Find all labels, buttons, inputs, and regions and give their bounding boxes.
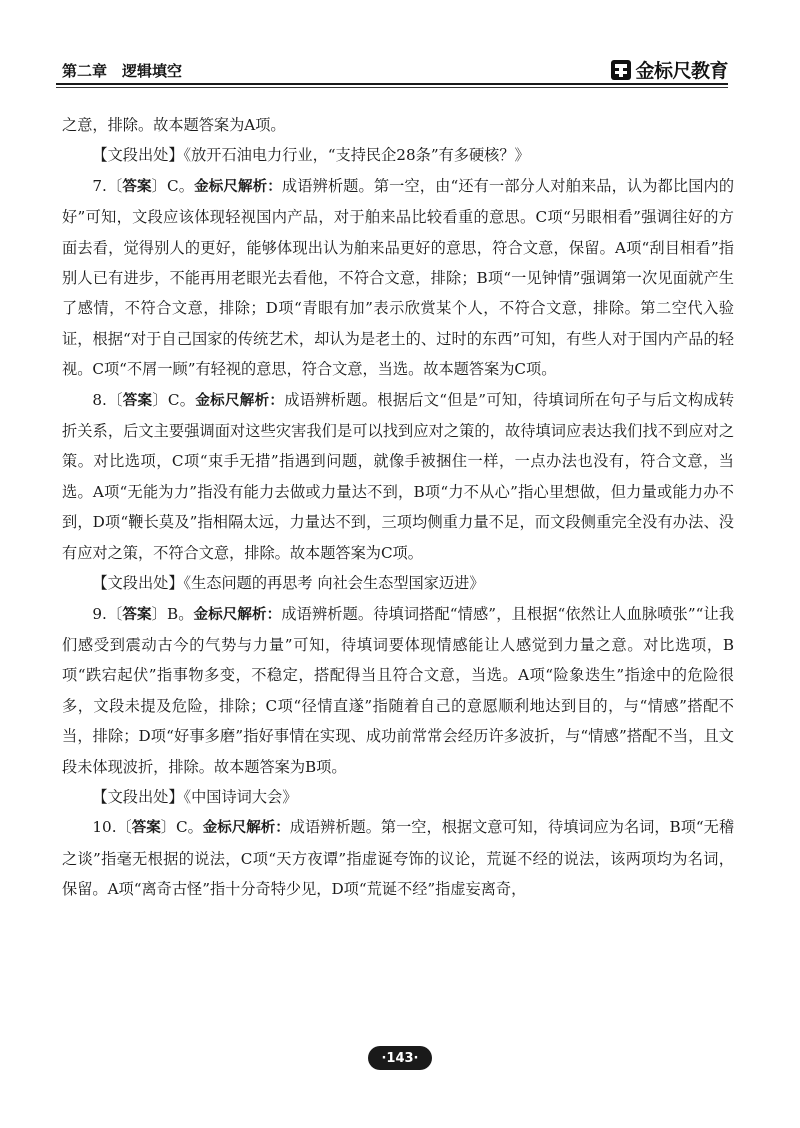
answer-choice: C。 bbox=[167, 390, 196, 409]
question-number: 7. bbox=[92, 176, 107, 195]
page-body bbox=[62, 110, 734, 905]
answer-explanation bbox=[62, 171, 734, 385]
logo-icon bbox=[610, 59, 632, 81]
bracket-open: 〔 bbox=[106, 390, 123, 409]
analysis-text: 成语辨析题。待填词搭配“情感”，且根据“依然让人血脉喷张”“让我们感受到震动古今的气势与力量”可知，待填词要体现情感能让人感觉到力量之意。对比选项，B项“跌宕起伏”指事物多变，不稳定，搭配得当且符合文意，当选。A项“险象迭生”指途中的危险很多，文段未提及危险，排除；C项“径情直遂”指随着自己的意愿顺利地达到目的，与“情感”搭配不当，排除；D项“好事多磨”指好事情在实现、成功前常常会经历许多波折，与“情感”搭配不当，且文段未体现波折，排除。故本题答案为B项。 bbox=[62, 604, 735, 776]
page-header bbox=[56, 50, 728, 88]
bracket-close: 〕 bbox=[152, 390, 168, 409]
bracket-close: 〕 bbox=[151, 604, 167, 623]
question-number: 9. bbox=[92, 604, 107, 623]
answer-choice: C。 bbox=[166, 176, 195, 195]
question-number: 8. bbox=[92, 390, 107, 409]
chapter-title: 第二章 逻辑填空 bbox=[62, 62, 183, 80]
publisher-logo bbox=[610, 56, 728, 83]
body-paragraph bbox=[62, 110, 734, 140]
source-label: 【文段出处】 bbox=[92, 574, 184, 593]
source-citation bbox=[62, 568, 734, 598]
question-number: 10. bbox=[92, 818, 117, 837]
logo-text: 金标尺教育 bbox=[635, 60, 728, 82]
source-title: 《放开石油电力行业，“支持民企28条”有多硬核？》 bbox=[183, 146, 530, 165]
analysis-text: 成语辨析题。第一空，由“还有一部分人对舶来品，认为都比国内的好”可知，文段应该体现轻视国内产品，对于舶来品比较看重的意思。C项“另眼相看”强调往好的方面去看，觉得别人的更好，能够体现出认为舶来品更好的意思，符合文意，保留。A项“刮目相看”指别人已有进步，不能再用老眼光去看他，不符合文意，排除；B项“一见钟情”强调第一次见面就产生了感情，不符合文意，排除；D项“青眼有加”表示欣赏某个人，不符合文意，排除。第二空代入验证，根据“对于自己国家的传统艺术，却认为是老土的、过时的东西”可知，有些人对于国内产品的轻视。C项“不屑一顾”有轻视的意思，符合文意，当选。故本题答案为C项。 bbox=[62, 176, 735, 379]
analysis-label: 金标尺解析： bbox=[195, 392, 285, 409]
answer-label: 答案 bbox=[122, 606, 152, 623]
analysis-text: 成语辨析题。根据后文“但是”可知，待填词所在句子与后文构成转折关系，后文主要强调面对这些灾害我们是可以找到应对之策的，故待填词应表达我们找不到应对之策。对比选项，C项“束手无措”指遇到问题，就像手被捆住一样，一点办法也没有，符合文意，当选。A项“无能为力”指没有能力去做或力量达不到，B项“力不从心”指心里想做，但力量或能力办不到，D项“鞭长莫及”指相隔太远，力量达不到，三项均侧重力量不足，而文段侧重完全没有办法、没有应对之策，不符合文意，排除。故本题答案为C项。 bbox=[62, 390, 735, 562]
answer-explanation bbox=[62, 599, 734, 782]
source-title: 《中国诗词大会》 bbox=[183, 787, 298, 806]
answer-explanation bbox=[62, 385, 734, 568]
source-title: 《生态问题的再思考 向社会生态型国家迈进》 bbox=[183, 574, 485, 593]
bracket-close: 〕 bbox=[151, 176, 167, 195]
answer-choice: C。 bbox=[175, 818, 203, 837]
answer-choice: B。 bbox=[166, 604, 194, 623]
answer-label: 答案 bbox=[122, 392, 153, 409]
analysis-label: 金标尺解析： bbox=[202, 820, 290, 837]
bracket-open: 〔 bbox=[106, 176, 123, 195]
answer-explanation bbox=[62, 812, 734, 904]
source-label: 【文段出处】 bbox=[92, 146, 184, 165]
bracket-close: 〕 bbox=[160, 818, 176, 837]
page-number: ·143· bbox=[368, 1046, 432, 1070]
header-rule bbox=[56, 83, 728, 85]
paragraph-text: 之意，排除。故本题答案为A项。 bbox=[62, 116, 286, 134]
analysis-text: 成语辨析题。第一空，根据文意可知，待填词应为名词，B项“无稽之谈”指毫无根据的说法，C项“天方夜谭”指虚诞夸饰的议论，荒诞不经的说法，该两项均为名词，保留。A项“离奇古怪”指十分奇特少见，D项“荒诞不经”指虚妄离奇， bbox=[62, 818, 735, 899]
answer-label: 答案 bbox=[131, 820, 161, 837]
analysis-label: 金标尺解析： bbox=[193, 606, 282, 623]
source-citation bbox=[62, 140, 734, 170]
answer-label: 答案 bbox=[122, 178, 152, 195]
bracket-open: 〔 bbox=[116, 818, 132, 837]
source-label: 【文段出处】 bbox=[92, 787, 184, 806]
source-citation bbox=[62, 782, 734, 812]
bracket-open: 〔 bbox=[106, 604, 123, 623]
header-rule-thin bbox=[56, 87, 728, 88]
analysis-label: 金标尺解析： bbox=[194, 178, 282, 195]
